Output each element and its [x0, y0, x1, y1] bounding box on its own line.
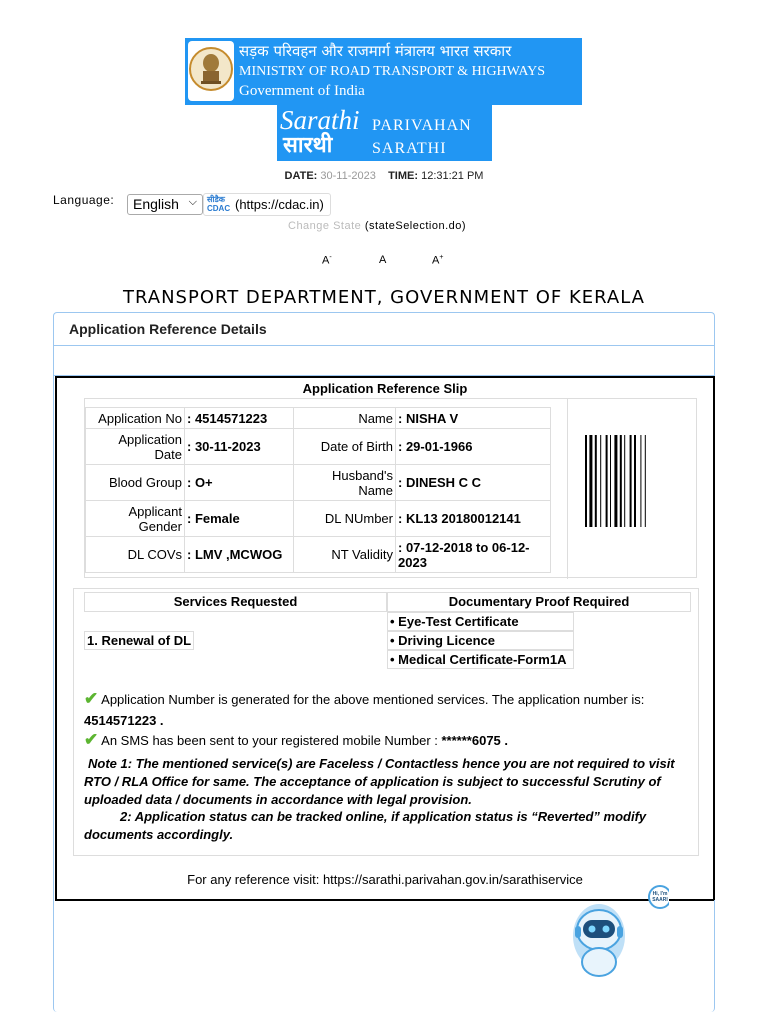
barcode-bar [585, 435, 587, 527]
barcode-bar [630, 435, 632, 527]
note-1: Note 1: The mentioned service(s) are Faceless / Contactless hence you are not required to visit RTO / RLA Office for same. The acceptance of application is subject to successful Scrutiny of uploaded data / documents in accordance with legal provision. [84, 756, 675, 807]
services-section [73, 588, 699, 856]
change-state-label: Change State [288, 220, 362, 232]
parivahan-text: PARIVAHAN [372, 117, 472, 134]
sarathi-logo-english: Sarathi [280, 105, 360, 135]
app-date-value: : 30-11-2023 [185, 429, 294, 465]
checkmark-icon: ✔ [84, 689, 99, 708]
applicant-details [84, 398, 697, 578]
name-label: Name [294, 408, 396, 429]
sms-message [84, 730, 508, 750]
app-no-value: : 4514571223 [185, 408, 294, 429]
barcode-bar [606, 435, 608, 527]
name-value: : NISHA V [396, 408, 551, 429]
barcode-bar [620, 435, 622, 527]
panel-title: Application Reference Details [69, 321, 267, 337]
proof-item: • Eye-Test Certificate [387, 612, 574, 631]
barcode-cell [567, 399, 698, 579]
husband-name-label: Husband's Name [294, 465, 396, 501]
dob-value: : 29-01-1966 [396, 429, 551, 465]
dob-label: Date of Birth [294, 429, 396, 465]
checkmark-icon: ✔ [84, 730, 99, 749]
department-title: TRANSPORT DEPARTMENT, GOVERNMENT OF KERALA [123, 287, 645, 308]
barcode-bar [640, 435, 641, 527]
nt-validity-value: : 07-12-2018 to 06-12-2023 [396, 537, 551, 573]
cdac-url: (https://cdac.in) [235, 197, 324, 212]
cdac-logo-icon: सीडैक CDAC [207, 195, 231, 213]
proof-item: • Driving Licence [387, 631, 574, 650]
panel-spacer-row [54, 346, 714, 376]
language-selected-value: English [133, 196, 179, 212]
barcode-bar [589, 435, 592, 527]
government-label: Government of India [239, 83, 365, 99]
barcode-bar [634, 435, 636, 527]
chevron-down-icon: ⌵ [188, 196, 197, 208]
sarathi-logo-hindi: सारथी [283, 133, 333, 158]
barcode-bar [600, 435, 601, 527]
chatbot-robot-button[interactable] [569, 880, 669, 980]
font-normal-button[interactable]: A [379, 254, 387, 266]
ministry-banner [185, 38, 582, 105]
sarathi-text: SARATHI [372, 140, 447, 157]
blood-group-value: : O+ [185, 465, 294, 501]
gender-label: Applicant Gender [86, 501, 185, 537]
national-emblem-icon [188, 41, 234, 101]
barcode-bar [610, 435, 611, 527]
change-state-url: (stateSelection.do) [364, 220, 467, 232]
ministry-english-title: MINISTRY OF ROAD TRANSPORT & HIGHWAYS [239, 64, 546, 79]
barcode-bar [624, 435, 625, 527]
date-time-bar [0, 170, 768, 182]
dl-number-label: DL NUmber [294, 501, 396, 537]
panel-border-line [714, 900, 715, 988]
services-requested-header: Services Requested [84, 592, 387, 612]
time-value: 12:31:21 PM [421, 170, 484, 182]
application-number-message [84, 689, 694, 709]
message-text: Application Number is generated for the above mentioned services. The application number is: [101, 692, 645, 707]
time-label: TIME: [388, 170, 419, 182]
dl-covs-label: DL COVs [86, 537, 185, 573]
sms-text: An SMS has been sent to your registered mobile Number : [101, 733, 442, 748]
barcode-bar [595, 435, 597, 527]
chatbot-bubble-text: Hi, I'm SAARI [652, 891, 668, 903]
masked-mobile: ******6075 . [441, 733, 508, 748]
application-number: 4514571223 . [84, 713, 164, 728]
barcode-icon [585, 435, 655, 527]
cdac-link[interactable] [203, 193, 331, 216]
dl-number-value: : KL13 20180012141 [396, 501, 551, 537]
gender-value: : Female [185, 501, 294, 537]
date-label: DATE: [284, 170, 318, 182]
ministry-hindi-title: सड़क परिवहन और राजमार्ग मंत्रालय भारत सरकार [239, 42, 512, 60]
sarathi-logo[interactable] [277, 105, 492, 161]
parivahan-sarathi-label [372, 114, 472, 160]
blood-group-label: Blood Group [86, 465, 185, 501]
language-label: Language: [53, 193, 115, 207]
language-select[interactable] [127, 194, 203, 215]
change-state-link[interactable] [288, 220, 466, 232]
slip-title: Application Reference Slip [302, 381, 468, 396]
reference-visit-text: For any reference visit: https://sarathi.parivahan.gov.in/sarathiservice [187, 872, 583, 887]
nt-validity-label: NT Validity [294, 537, 396, 573]
app-date-label: Application Date [86, 429, 185, 465]
husband-name-value: : DINESH C C [396, 465, 551, 501]
dl-covs-value: : LMV ,MCWOG [185, 537, 294, 573]
panel-header [54, 313, 714, 346]
note-2: 2: Application status can be tracked online, if application status is “Reverted” modify documents accordingly. [84, 809, 647, 842]
proof-item: • Medical Certificate-Form1A [387, 650, 574, 669]
app-no-label: Application No [86, 408, 185, 429]
barcode-bar [614, 435, 617, 527]
details-table [85, 407, 551, 573]
service-item: 1. Renewal of DL [84, 631, 194, 650]
font-decrease-button[interactable]: A- [322, 254, 332, 267]
reference-slip [55, 376, 715, 901]
barcode-bar [645, 435, 646, 527]
font-increase-button[interactable]: A+ [432, 254, 444, 267]
documentary-proof-header: Documentary Proof Required [387, 592, 691, 612]
date-value: 30-11-2023 [320, 170, 376, 182]
